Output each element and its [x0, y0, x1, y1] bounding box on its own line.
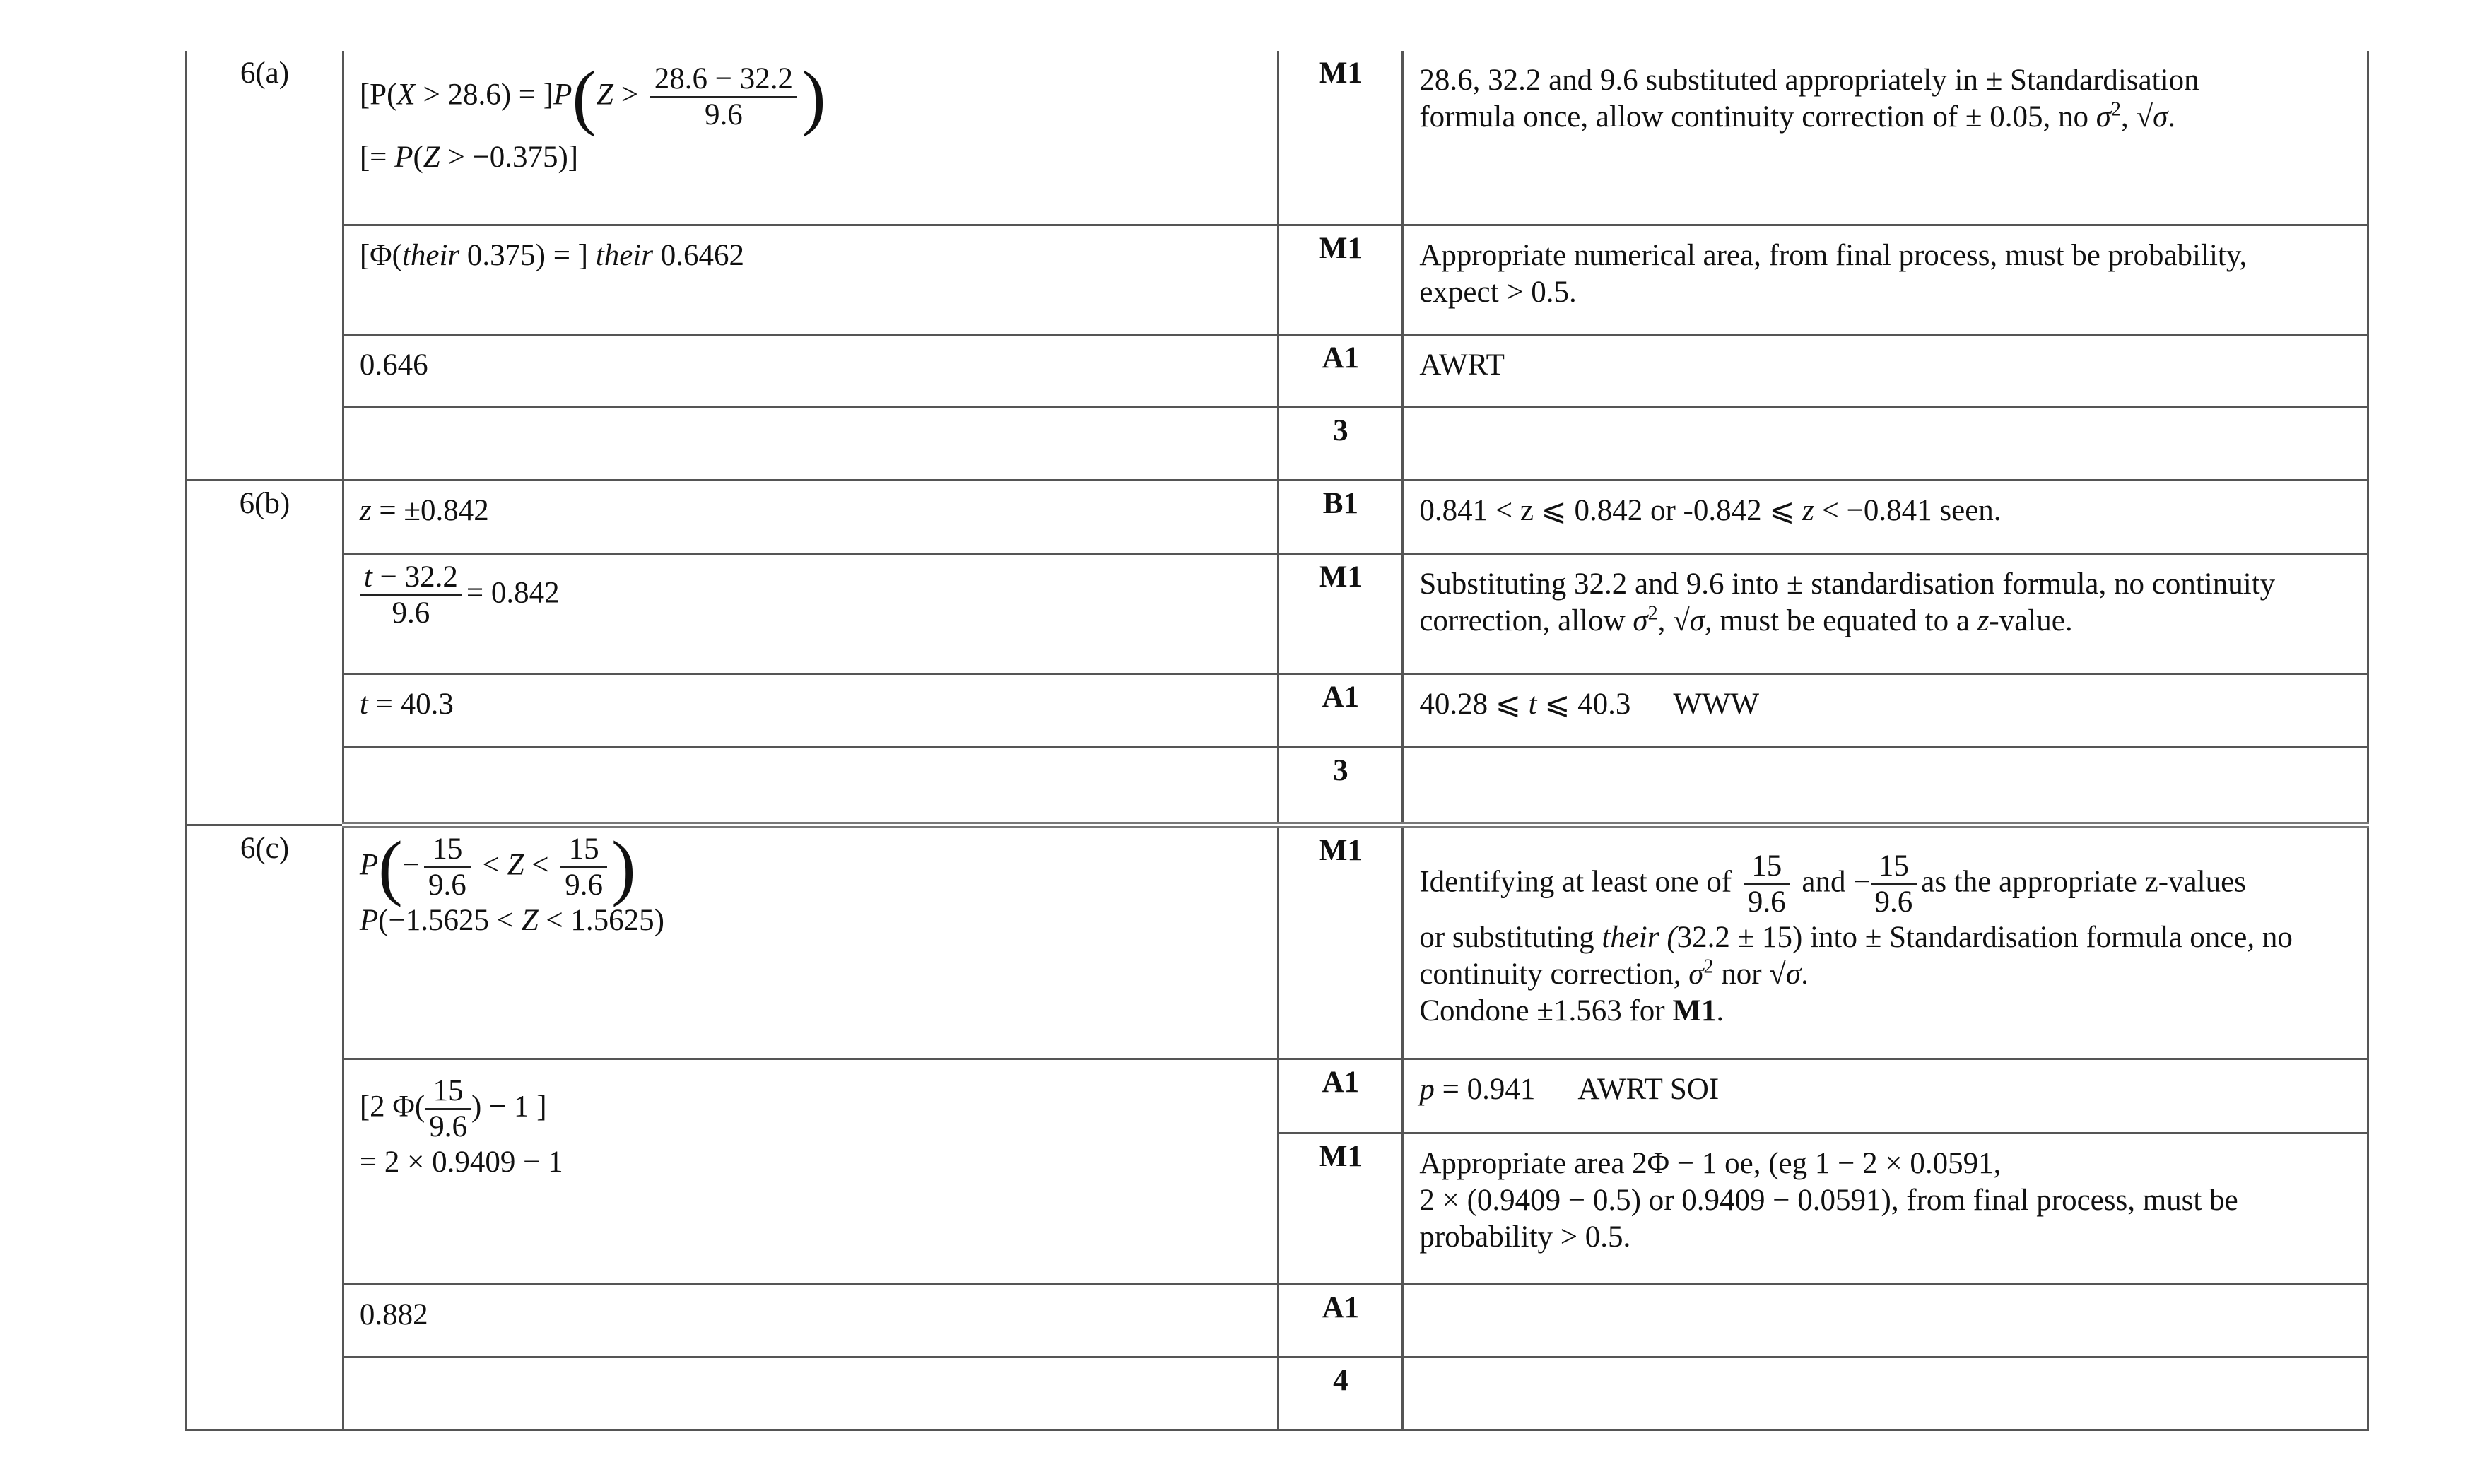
answer-line: P(−1.5625 < Z < 1.5625)	[359, 903, 664, 937]
answer-line: [P(X > 28.6) = ]P(Z > $\frac{28.6 - 32.2}{9.6}$ )	[359, 56, 826, 138]
guidance-cell	[1403, 747, 2368, 825]
answer-cell	[343, 1357, 1279, 1430]
answer-cell: [Φ(their 0.375) = ] their 0.6462	[343, 225, 1279, 334]
question-number-cell	[187, 825, 343, 1430]
total-mark-cell: 4	[1279, 1357, 1403, 1430]
guidance-line: or substituting their (32.2 ± 15) into ± Standardisation formula once, no	[1419, 920, 2293, 954]
table-row	[187, 553, 2368, 673]
mark-cell: M1	[1279, 553, 1403, 673]
table-row	[187, 673, 2368, 747]
answer-cell	[343, 51, 1279, 225]
mark-cell: B1	[1279, 480, 1403, 553]
mark-cell: A1	[1279, 1059, 1403, 1133]
mark-scheme-table	[185, 51, 2369, 1431]
fraction: $\frac{28.6 - 32.2}{9.6}$	[650, 62, 797, 132]
total-mark-cell: 3	[1279, 407, 1403, 480]
table-row	[187, 407, 2368, 480]
answer-cell: t = 40.3	[343, 673, 1279, 747]
guidance-line: Identifying at least one of $\frac{15}{9.6}$ and − $\frac{15}{9.6}$ as the appropriate z-values	[1419, 849, 2246, 919]
table-row	[187, 51, 2368, 225]
guidance-line: formula once, allow continuity correction of ± 0.05, no $\sigma^2$, √σ.	[1419, 98, 2176, 134]
answer-cell: 0.882	[343, 1284, 1279, 1357]
question-number: 6(c)	[240, 831, 290, 865]
table-row	[187, 480, 2368, 553]
mark-cell: M1	[1279, 225, 1403, 334]
table-row	[187, 1059, 2368, 1133]
answer-cell	[343, 825, 1279, 1059]
question-number-cell	[187, 51, 343, 480]
table-row	[187, 1357, 2368, 1430]
mark-cell: M1	[1279, 1133, 1403, 1284]
fraction: $\frac{15}{9.6}$	[1871, 849, 1917, 919]
answer-line: [= P(Z > −0.375)]	[359, 141, 579, 174]
answer-cell	[343, 747, 1279, 825]
question-number: 6(a)	[240, 57, 290, 90]
mark-cell: A1	[1279, 334, 1403, 407]
total-mark-cell: 3	[1279, 747, 1403, 825]
guidance-cell	[1403, 407, 2368, 480]
guidance-line: correction, allow $\sigma^2$, √σ, must be equated to a z-value.	[1419, 602, 2073, 637]
question-number: 6(b)	[239, 486, 290, 520]
guidance-cell: AWRT	[1403, 334, 2368, 407]
fraction: $\frac{15}{9.6}$	[1744, 849, 1790, 919]
mark-cell: M1	[1279, 825, 1403, 1059]
guidance-cell: 0.841 < z ⩽ 0.842 or -0.842 ⩽ z < −0.841 seen.	[1403, 480, 2368, 553]
guidance-cell: p = 0.941 AWRT SOI	[1403, 1059, 2368, 1133]
mark-cell: M1	[1279, 51, 1403, 225]
guidance-cell: 40.28 ⩽ t ⩽ 40.3 WWW	[1403, 673, 2368, 747]
table-row	[187, 747, 2368, 825]
table-row	[187, 1284, 2368, 1357]
guidance-cell	[1403, 825, 2368, 1059]
answer-cell: z = ±0.842	[343, 480, 1279, 553]
guidance-cell: 28.6, 32.2 and 9.6 substituted appropriately in ± Standardisation formula once, allow continuity correction of ± 0.05, no $\sigma^2$, √σ.	[1403, 51, 2368, 225]
table-row	[187, 225, 2368, 334]
guidance-cell	[1403, 1357, 2368, 1430]
guidance-line: Condone ±1.563 for M1.	[1419, 994, 1724, 1027]
question-number-cell	[187, 480, 343, 825]
answer-line: P(− $\frac{15}{9.6}$ < Z < $\frac{15}{9.6}$ )	[359, 826, 636, 907]
guidance-cell: Appropriate area 2Φ − 1 oe, (eg 1 − 2 × 0.0591, 2 × (0.9409 − 0.5) or 0.9409 − 0.0591), from final process, must be probability > 0.5.	[1403, 1133, 2368, 1284]
answer-cell: $\frac{t - 32.2}{9.6}$ = 0.842	[343, 553, 1279, 673]
guidance-cell	[1403, 1284, 2368, 1357]
fraction: $\frac{15}{9.6}$	[424, 832, 471, 902]
mark-cell: A1	[1279, 1284, 1403, 1357]
fraction: $\frac{t - 32.2}{9.6}$	[360, 560, 462, 630]
table-row	[187, 334, 2368, 407]
fraction: $\frac{15}{9.6}$	[425, 1074, 471, 1144]
answer-line: [2 Φ( $\frac{15}{9.6}$ ) − 1 ]	[359, 1073, 547, 1143]
answer-cell: 0.646	[343, 334, 1279, 407]
answer-cell	[343, 407, 1279, 480]
guidance-cell: Substituting 32.2 and 9.6 into ± standardisation formula, no continuity correction, allow $\sigma^2$, √σ, must be equated to a z-value.	[1403, 553, 2368, 673]
fraction: $\frac{15}{9.6}$	[560, 832, 607, 902]
table-row	[187, 825, 2368, 1059]
guidance-line: continuity correction, $\sigma^2$ nor √σ.	[1419, 955, 1809, 991]
answer-cell: [2 Φ( $\frac{15}{9.6}$ ) − 1 ] = 2 × 0.9409 − 1	[343, 1059, 1279, 1284]
guidance-cell: Appropriate numerical area, from final process, must be probability, expect > 0.5.	[1403, 225, 2368, 334]
mark-cell: A1	[1279, 673, 1403, 747]
